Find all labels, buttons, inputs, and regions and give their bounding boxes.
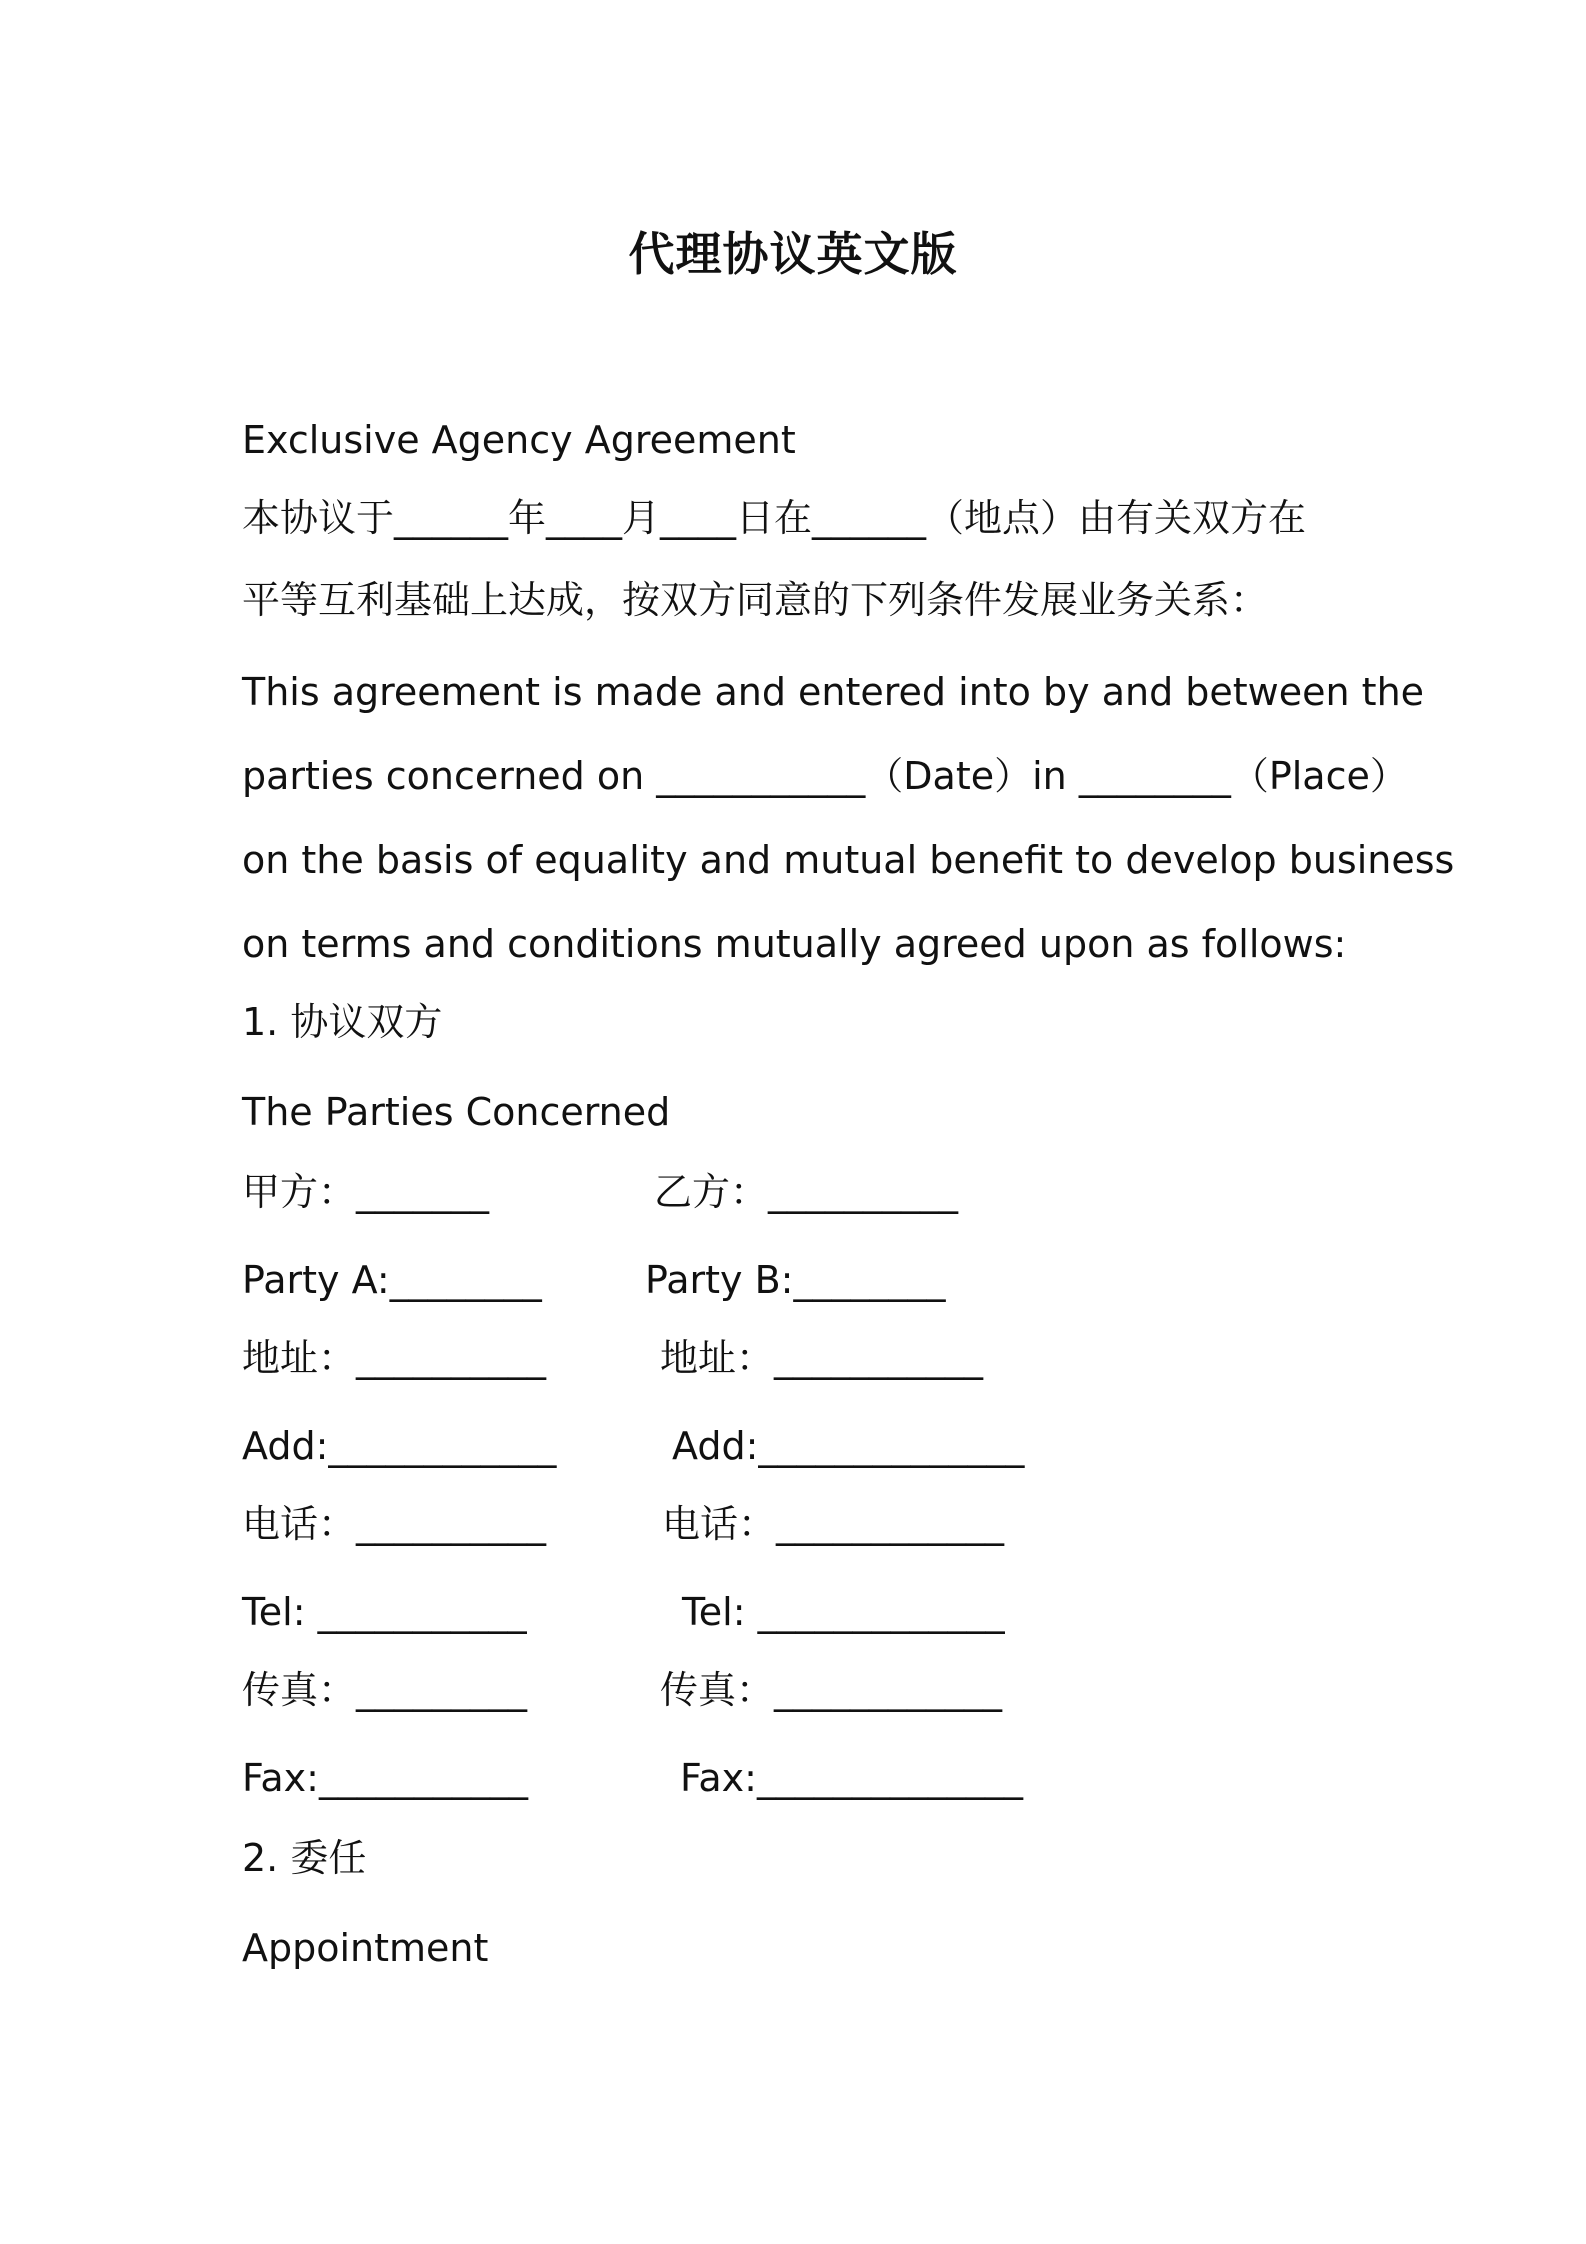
intro-en-line-4: on terms and conditions mutually agreed upon as follows: [242, 922, 1347, 966]
party-b-fax-en: Fax:______________ [680, 1756, 1023, 1800]
party-a-tel-cn: 电话：__________ [242, 1502, 547, 1546]
party-a-en: Party A:________ [242, 1258, 542, 1302]
party-a-fax-en: Fax:___________ [242, 1756, 528, 1800]
section-2-heading-cn: 2. 委任 [242, 1836, 367, 1880]
party-b-cn: 乙方：__________ [654, 1170, 959, 1214]
party-a-cn: 甲方：_______ [242, 1170, 490, 1214]
intro-en-line-3: on the basis of equality and mutual benefit to develop business [242, 838, 1455, 882]
document-title: 代理协议英文版 [628, 227, 958, 281]
party-a-tel-en: Tel: ___________ [242, 1590, 527, 1634]
agreement-heading: Exclusive Agency Agreement [242, 418, 796, 462]
party-b-fax-cn: 传真：____________ [660, 1668, 1003, 1712]
section-2-heading-en: Appointment [242, 1926, 489, 1970]
party-b-tel-cn: 电话：____________ [662, 1502, 1005, 1546]
party-b-en: Party B:________ [645, 1258, 946, 1302]
section-1-heading-en: The Parties Concerned [242, 1090, 671, 1134]
intro-cn-line-2: 平等互利基础上达成，按双方同意的下列条件发展业务关系： [242, 578, 1269, 622]
party-a-address-en: Add:____________ [242, 1424, 557, 1468]
intro-en-line-2: parties concerned on ___________（Date）in ________（Place） [242, 754, 1408, 798]
intro-cn-line-1: 本协议于______年____月____日在______（地点）由有关双方在 [242, 496, 1307, 540]
party-a-address-cn: 地址：__________ [242, 1336, 547, 1380]
party-a-fax-cn: 传真：_________ [242, 1668, 528, 1712]
party-b-address-en: Add:______________ [672, 1424, 1025, 1468]
intro-en-line-1: This agreement is made and entered into by and between the [242, 670, 1425, 714]
section-1-heading-cn: 1. 协议双方 [242, 1000, 443, 1044]
party-b-address-cn: 地址：___________ [660, 1336, 984, 1380]
party-b-tel-en: Tel: _____________ [682, 1590, 1005, 1634]
